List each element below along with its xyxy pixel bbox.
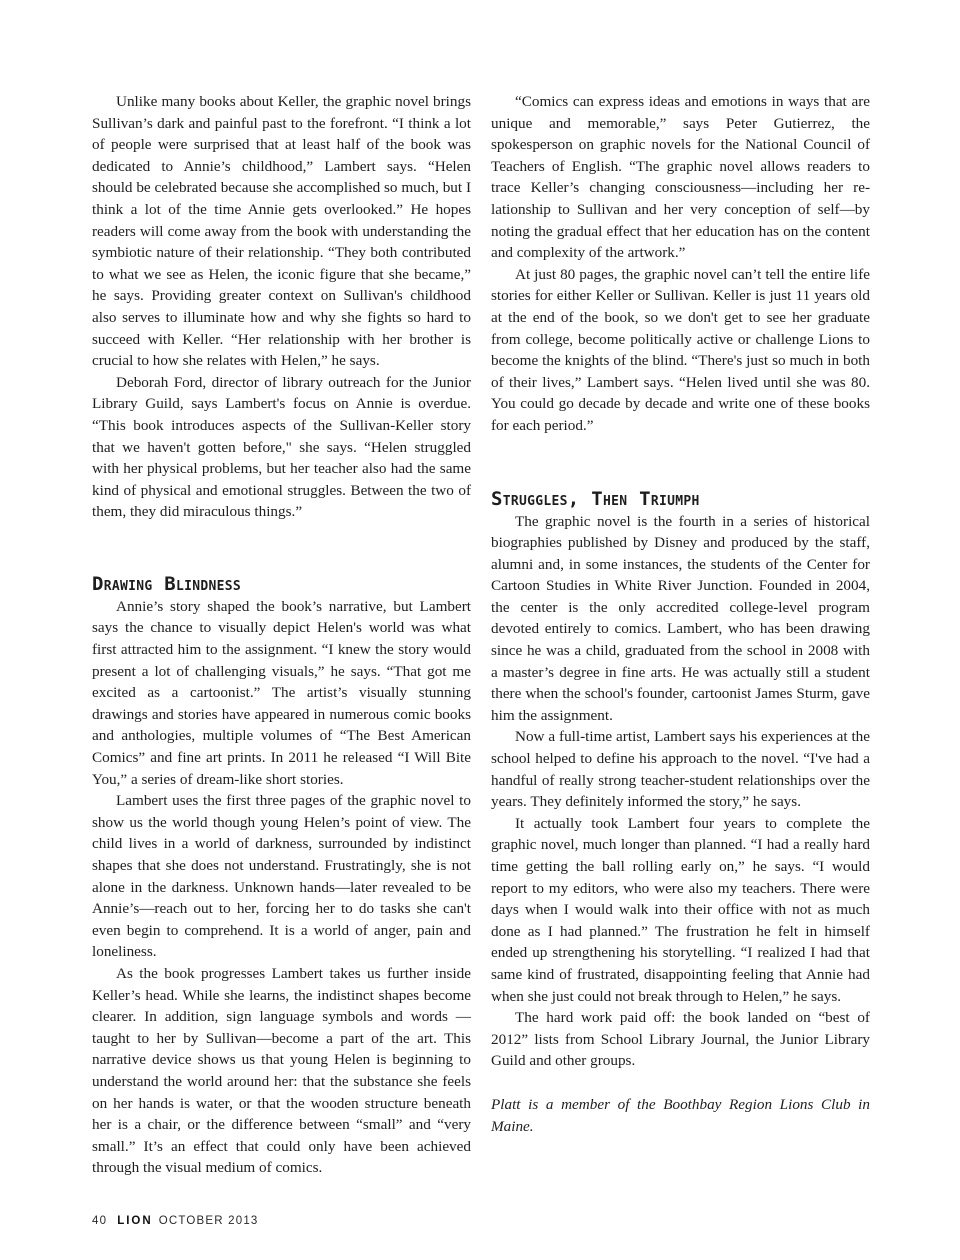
body-paragraph: It actually took Lambert four years to complete the graphic novel, much longer than planned. “I had a really hard time getting the ball rolling early on,” he says. “I would report to my editors, who were also my teachers. There were days when I would walk into their office with not as much done as I had planned.” The frustration he felt in himself ended up strengthening his storytelling. “I realized I had that same kind of frustrated, disappointing feeling that Annie had when she just could not break through to Helen,” he says. [491,814,870,1005]
body-paragraph: Lambert uses the first three pages of the graphic novel to show us the world though young Helen’s point of view. The child lives in a world of darkness, surrounded by indistinct shapes that she does not understand. Frustratingly, she is not alone in the darkness. Unknown hands—later revealed to be Annie’s—reach out to her, forcing her to do tasks she can't even begin to comprehend. It is a world of anger, pain and loneliness. [92,792,471,961]
body-paragraph: Annie’s story shaped the book’s narrative, but Lambert says the chance to visually depict Helen's world was what first attracted him to the assignment. “I knew the story would present a lot of challenging visuals,” he says. “That got me excited as a cartoonist.” The artist’s visually stunning drawings and stories have appeared in numerous comic books and anthologies, multiple volumes of “The Best American Comics” and fine art prints. In 2011 he released “I Will Bite You,” a series of dream-like short stories. [92,597,471,788]
body-paragraph: “Comics can express ideas and emotions in ways that are unique and memorable,” says Peter Gutierrez, the spokesperson on graphic novels for the National Council of Teachers of English. “The graphic novel allows readers to trace Keller’s changing consciousness—including her relationship to Sullivan and her very conception of self—by noting the gradual effect that her education has on the content and complexity of the artwork.” [491,93,870,262]
section-heading-drawing-blindness: Drawing Blindness [92,572,241,595]
body-paragraph: At just 80 pages, the graphic novel can’t tell the entire life stories for either Keller or Sullivan. Keller is just 11 years old at the end of the book, so we don't get to see her graduate from college, become politically active or challenge Lions to become the knights of the blind. “There's just so much in both of their lives,” Lambert says. “Helen lived until she was 80. You could go decade by decade and write one of these books for each period.” [491,265,870,434]
left-column [92,91,471,1179]
body-paragraph: Unlike many books about Keller, the graphic novel brings Sullivan’s dark and painful past to the forefront. “I think a lot of people were surprised that at least half of the book was dedicated to Annie’s childhood,” Lambert says. “Helen should be celebrated because she accomplished so much, but I think a lot of the time Annie gets overlooked.” He hopes readers will come away from the book with understanding the symbiotic nature of their relationship. “They both contributed to what we see as Helen, the iconic figure that she became,” he says. Providing greater context on Sullivan's childhood also serves to illuminate how and why she fights so hard to succeed with Keller. “Her relationship with her brother is crucial to how she relates with Helen,” he says. [92,93,471,370]
section-heading-struggles-then-triumph: Struggles, Then Triumph [491,487,700,510]
section-spacer [491,437,870,487]
body-paragraph: Deborah Ford, director of library outreach for the Junior Library Guild, says Lambert's focus on Annie is overdue. “This book introduces aspects of the Sullivan-Keller story that we haven't gotten before," she says. “Helen struggled with her physical problems, but her teacher also had the same kind of physical and emotional struggles. Between the two of them, they did miraculous things.” [92,373,471,521]
right-column [491,91,870,1137]
section-spacer [491,1072,870,1094]
page-number: 40 [92,1215,108,1227]
section-spacer [92,523,471,572]
body-paragraph: The hard work paid off: the book landed on “best of 2012” lists from School Library Journal, the Junior Library Guild and other groups. [491,1009,870,1070]
body-paragraph: As the book progresses Lambert takes us further inside Keller’s head. While she learns, the indistinct shapes become clearer. In addition, sign language symbols and words —taught to her by Sullivan—become a part of the art. This narrative device shows us that young Helen is beginning to understand the world around her: that the substance she feels on her hands is water, or that the wooden structure beneath her is a chair, or the difference between “small” and “very small.” It’s an effect that could only have been achieved through the visual medium of comics. [92,964,471,1177]
author-note: Platt is a member of the Boothbay Region Lions Club in Maine. [491,1095,870,1135]
magazine-name: LION [117,1215,153,1227]
issue-date: OCTOBER 2013 [158,1215,259,1227]
page-footer [92,1215,259,1227]
body-paragraph: The graphic novel is the fourth in a series of historical biographies published by Disney and produced by the staff, alumni and, in some instances, the students of the Center for Cartoon Studies in White River Junction. Founded in 2004, the center is the only accredited college-level program devoted entirely to comics. Lambert, who has been drawing since he was a child, graduated from the school in 2008 with a master’s degree in fine arts. He was actually still a student there when the school's founder, cartoonist James Sturm, gave him the assignment. [491,512,870,724]
body-paragraph: Now a full-time artist, Lambert says his experiences at the school helped to define his approach to the novel. “I've had a handful of really strong teacher-student relationships over the years. They definitely informed the story,” he says. [491,728,870,811]
